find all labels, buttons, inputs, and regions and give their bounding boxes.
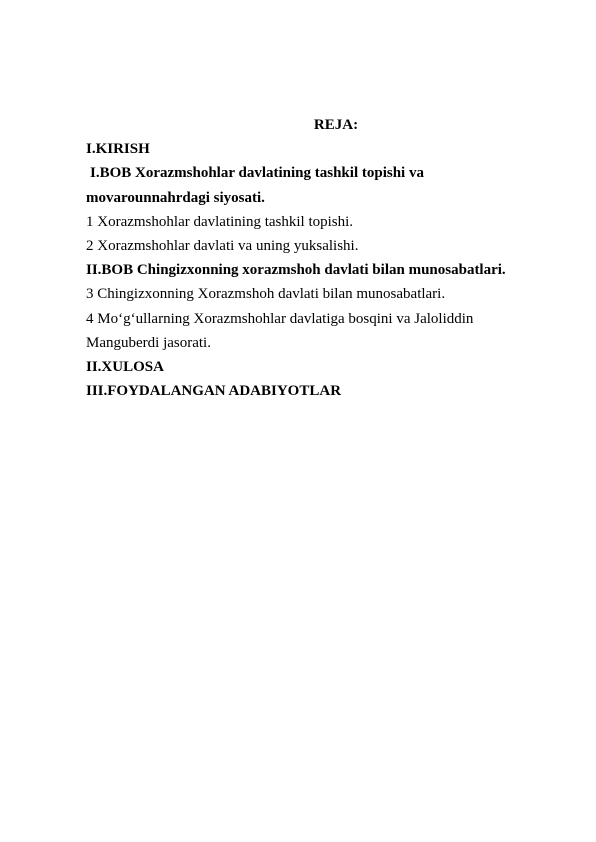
item-3: 3 Chingizxonning Xorazmshoh davlati bilan munosabatlari.: [86, 286, 446, 303]
item-4: 4 Mo‘g‘ullarning Xorazmshohlar davlatiga bosqini va Jaloliddin: [86, 310, 474, 327]
item-1: 1 Xorazmshohlar davlatining tashkil topishi.: [86, 213, 354, 230]
page-title: REJA:: [313, 117, 359, 133]
document-body: [86, 113, 546, 403]
section-intro: I.KIRISH: [86, 141, 150, 158]
item-4-cont: Manguberdi jasorati.: [86, 334, 211, 351]
chapter-1-heading: I.BOB Xorazmshohlar davlatining tashkil topishi va: [90, 165, 424, 182]
section-references: III.FOYDALANGAN ADABIYOTLAR: [86, 383, 342, 400]
item-2: 2 Xorazmshohlar davlati va uning yuksalishi.: [86, 238, 359, 255]
chapter-2-heading: II.BOB Chingizxonning xorazmshoh davlati bilan munosabatlari.: [86, 262, 506, 279]
section-conclusion: II.XULOSA: [86, 359, 164, 376]
chapter-1-heading-cont: movarounnahrdagi siyosati.: [86, 189, 265, 206]
